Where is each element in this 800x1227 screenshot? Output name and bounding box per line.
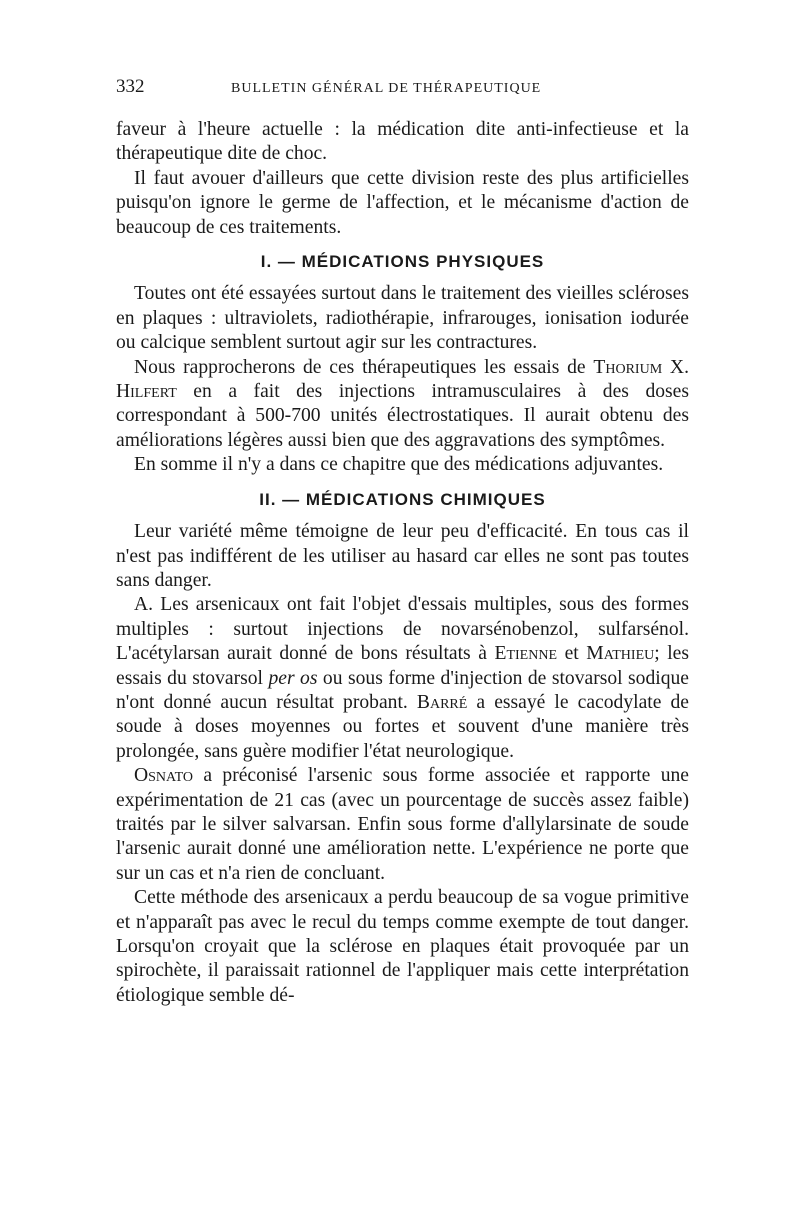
body-text	[116, 118, 689, 1008]
text-run: a préconisé l'arsenic sous forme associée et rapporte une expérimentation de 21 cas (avec un pourcentage de succès assez faible) traités par le silver salvarsan. Enfin sous forme d'allylarsinate de soude l'arsenic aurait donné une amélioration nette. L'expérience ne porte que sur un cas et n'a rien de concluant.	[116, 765, 689, 884]
text-run: en a fait des injections intramusculaires à des doses correspondant à 500-700 unités électrostatiques. Il aurait obtenu des améliorations légères aussi bien que des aggravations des symptômes.	[116, 381, 689, 451]
italic-term: per os	[268, 667, 318, 689]
paragraph	[116, 356, 689, 454]
paragraph: Cette méthode des arsenicaux a perdu beaucoup de sa vogue primitive et n'apparaît pas avec le recul du temps comme exempte de tout danger. Lorsqu'on croyait que la sclérose en plaques était provoquée par un spirochète, il paraissait rationnel de l'appliquer mais cette interprétation étiologique semble dé-	[116, 887, 689, 1006]
author-name: Barré	[416, 691, 468, 713]
page-header	[116, 76, 690, 98]
term-thorium: Thorium X.	[593, 356, 689, 378]
author-name: Mathieu	[586, 643, 655, 665]
text-run: ; les essais du stovarsol	[116, 643, 689, 689]
section-heading: I. — MÉDICATIONS PHYSIQUES	[260, 252, 545, 272]
paragraph: faveur à l'heure actuelle : la médication dite anti-infectieuse et la thérapeutique dite de choc.	[116, 119, 689, 165]
paragraph	[116, 593, 689, 764]
text-run: a essayé le cacodylate de soude à doses moyennes ou fortes et souvent d'une manière très prolongée, sans guère modifier l'état neurologique.	[116, 691, 689, 762]
paragraph: Il faut avouer d'ailleurs que cette division reste des plus artificielles puisqu'on ignore le germe de l'affection, et le mécanisme d'action de beaucoup de ces traitements.	[116, 167, 689, 238]
text-run: A. Les arsenicaux ont fait l'objet d'essais multiples, sous des formes multiples : surtout injections de novarsénobenzol, sulfarsénol. L'acétylarsan aurait donné de bons résultats à	[116, 594, 689, 665]
paragraph: En somme il n'y a dans ce chapitre que des médications adjuvantes.	[134, 454, 664, 476]
text-run: ou sous forme d'injection de stovarsol sodique n'ont donné aucun résultat probant.	[116, 667, 689, 713]
text-run: Nous rapprocherons de ces thérapeutiques les essais de	[134, 356, 594, 378]
author-name: Hilfert	[116, 381, 177, 403]
page-number: 332	[116, 76, 145, 97]
running-head: BULLETIN GÉNÉRAL DE THÉRAPEUTIQUE	[231, 81, 542, 96]
text-run: et	[557, 643, 587, 665]
paragraph: Toutes ont été essayées surtout dans le traitement des vieilles scléroses en plaques : ultraviolets, radiothérapie, infrarouges, ionisation iodurée ou calcique semblent surtout agir sur les contractures.	[116, 283, 689, 354]
author-name: Osnato	[134, 765, 194, 787]
paragraph: Leur variété même témoigne de leur peu d'efficacité. En tous cas il n'est pas indifférent de les utiliser au hasard car elles ne sont pas toutes sans danger.	[116, 521, 689, 591]
paragraph	[116, 764, 689, 886]
section-heading: II. — MÉDICATIONS CHIMIQUES	[259, 489, 546, 509]
author-name: Etienne	[494, 643, 558, 665]
